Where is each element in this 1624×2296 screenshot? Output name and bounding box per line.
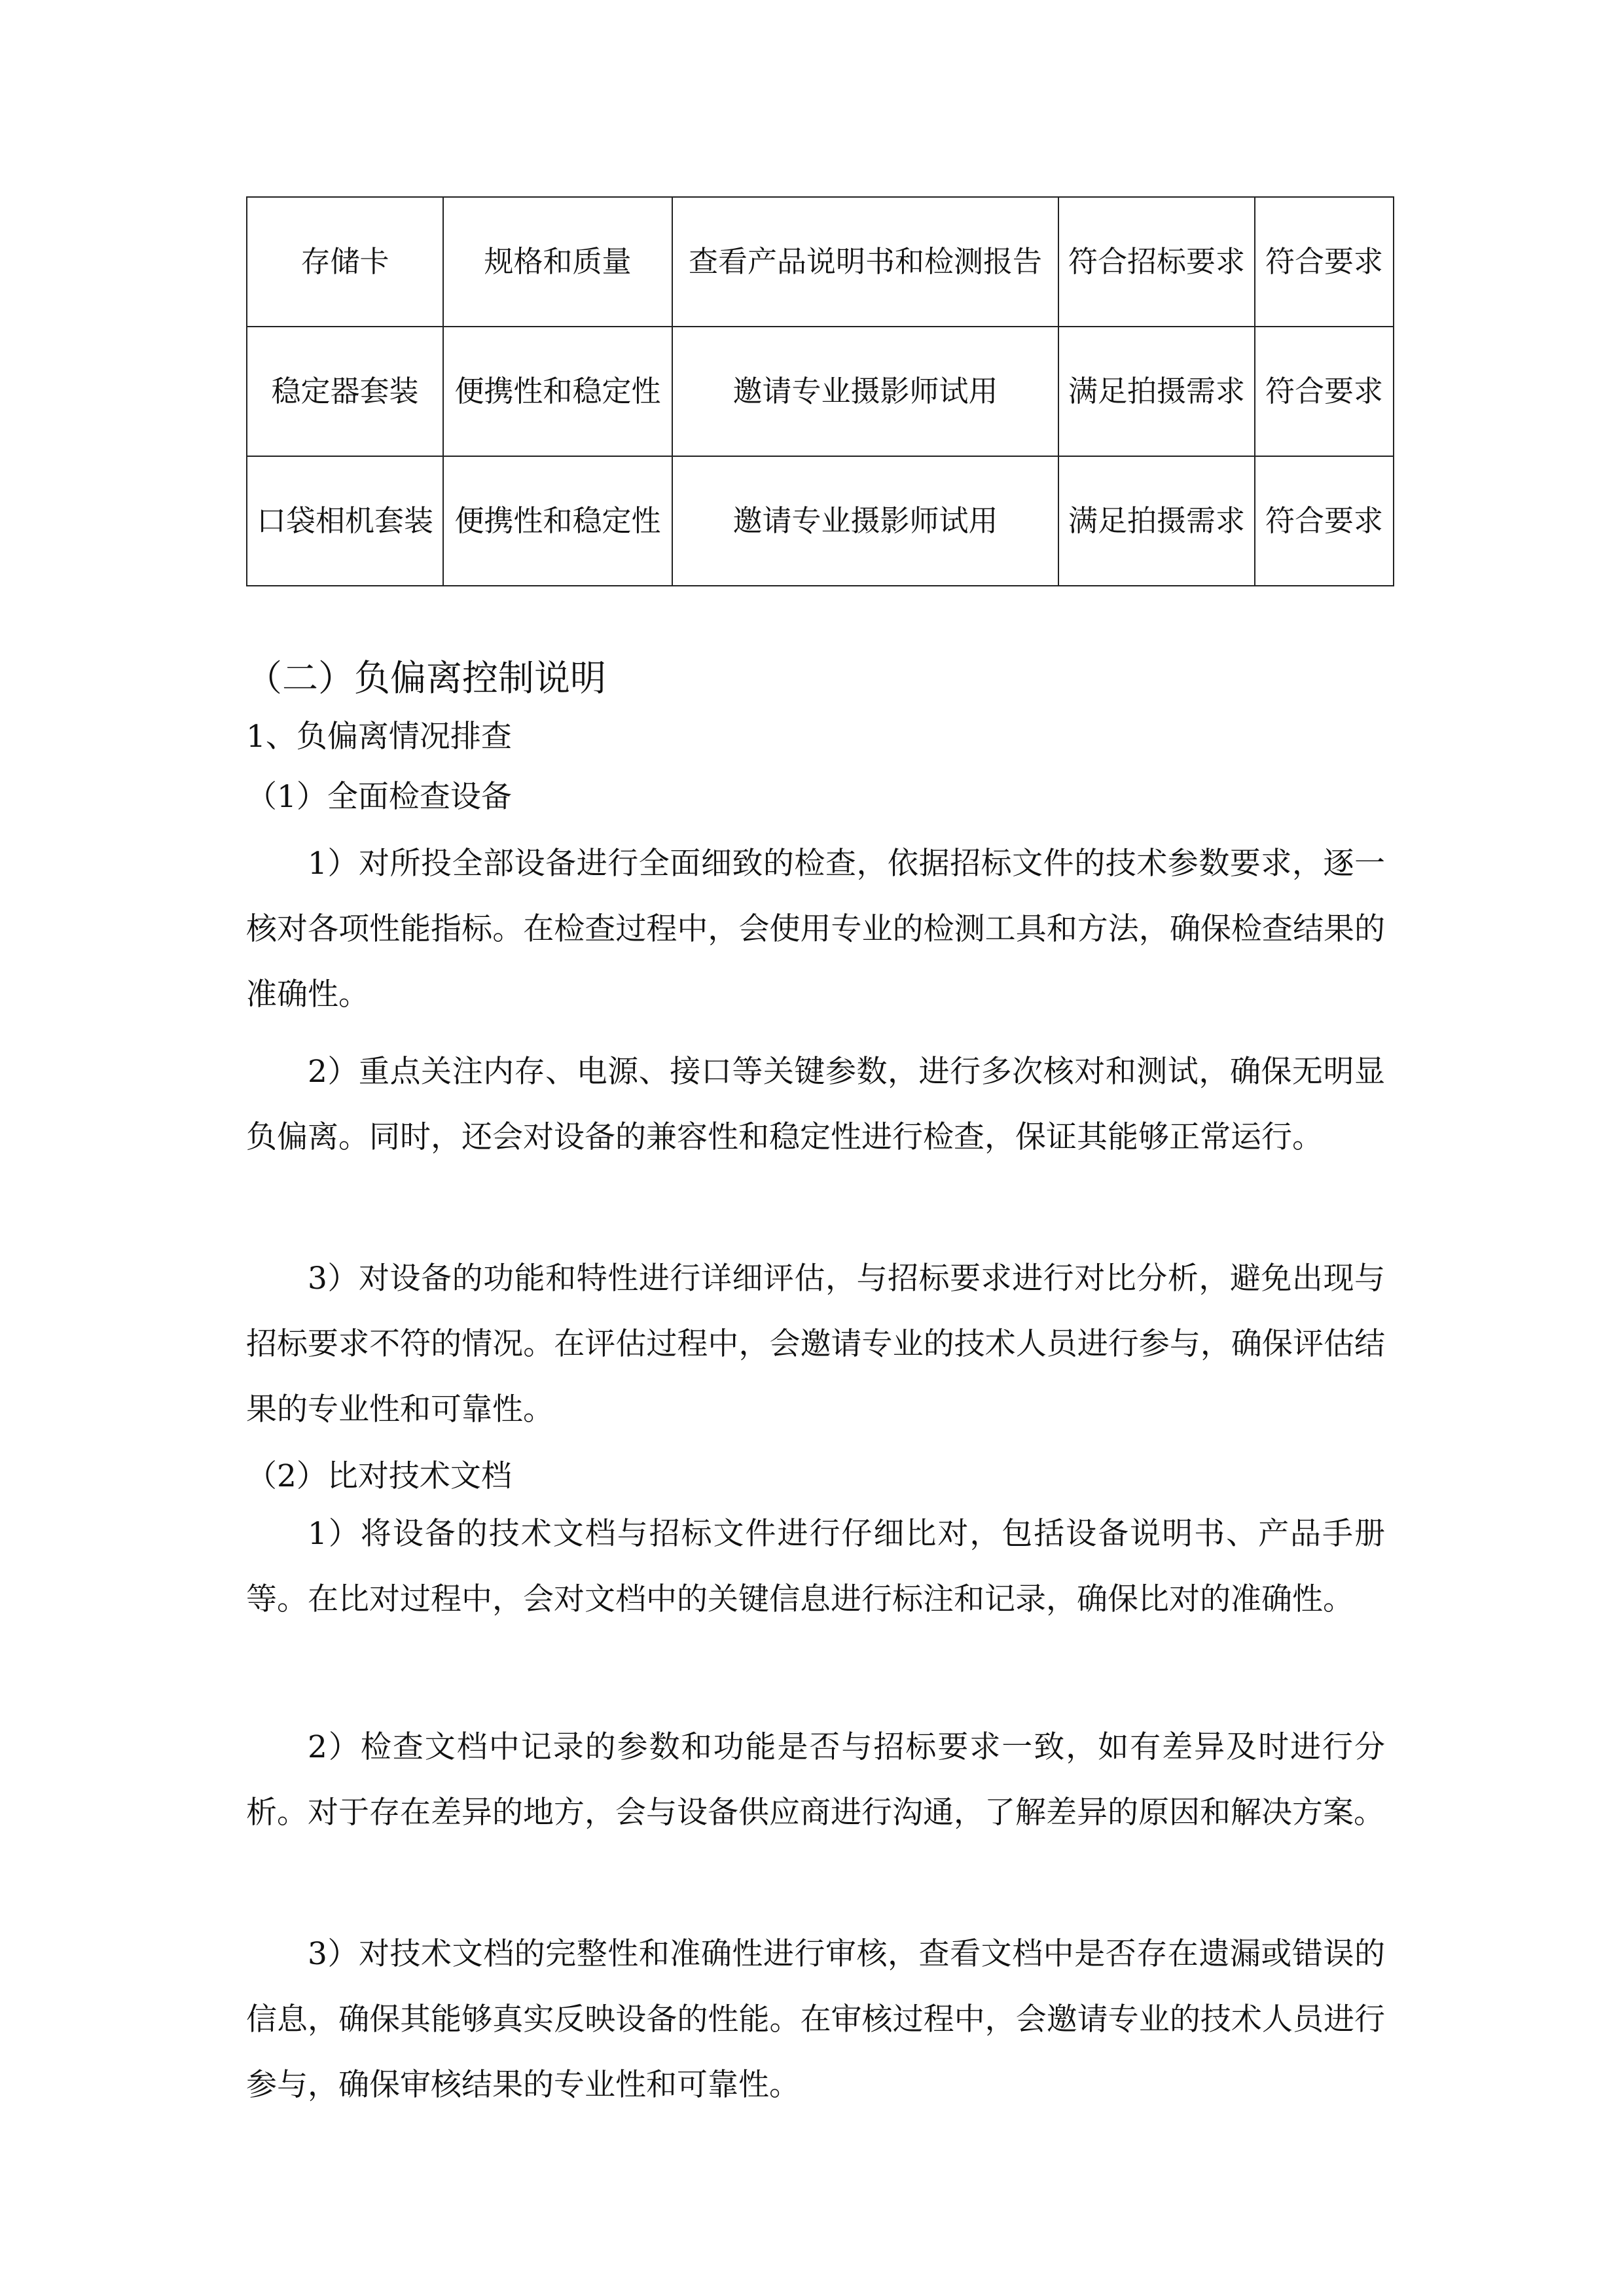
table-cell-aspect: 规格和质量 <box>443 197 672 327</box>
section-title: （二）负偏离控制说明 <box>246 657 607 699</box>
table-row <box>247 456 1394 586</box>
table-cell-standard: 符合招标要求 <box>1058 197 1255 327</box>
group-1-title: （1）全面检查设备 <box>246 779 512 815</box>
table-cell-result: 符合要求 <box>1255 327 1394 456</box>
group-1-paragraph-1: 1）对所投全部设备进行全面细致的检查，依据招标文件的技术参数要求，逐一核对各项性能指标。在检查过程中，会使用专业的检测工具和方法，确保检查结果的准确性。 <box>246 846 1385 1013</box>
table-cell-item: 存储卡 <box>247 197 443 327</box>
table-row <box>247 327 1394 456</box>
inspection-table <box>246 196 1394 586</box>
table-cell-aspect: 便携性和稳定性 <box>443 456 672 586</box>
subsection-title: 1、负偏离情况排查 <box>246 719 512 755</box>
group-2-paragraph-2: 2）检查文档中记录的参数和功能是否与招标要求一致，如有差异及时进行分析。对于存在差异的地方，会与设备供应商进行沟通，了解差异的原因和解决方案。 <box>246 1729 1385 1831</box>
table-cell-method: 邀请专业摄影师试用 <box>672 327 1058 456</box>
group-2-paragraph-3: 3）对技术文档的完整性和准确性进行审核，查看文档中是否存在遗漏或错误的信息，确保其能够真实反映设备的性能。在审核过程中，会邀请专业的技术人员进行参与，确保审核结果的专业性和可靠性。 <box>246 1936 1385 2103</box>
group-2-title: （2）比对技术文档 <box>246 1458 512 1494</box>
table-cell-aspect: 便携性和稳定性 <box>443 327 672 456</box>
table-row <box>247 197 1394 327</box>
group-2-paragraph-1: 1）将设备的技术文档与招标文件进行仔细比对，包括设备说明书、产品手册等。在比对过程中，会对文档中的关键信息进行标注和记录，确保比对的准确性。 <box>246 1516 1385 1617</box>
group-1-paragraph-3: 3）对设备的功能和特性进行详细评估，与招标要求进行对比分析，避免出现与招标要求不符的情况。在评估过程中，会邀请专业的技术人员进行参与，确保评估结果的专业性和可靠性。 <box>246 1261 1385 1427</box>
table-cell-result: 符合要求 <box>1255 456 1394 586</box>
group-1-paragraph-2: 2）重点关注内存、电源、接口等关键参数，进行多次核对和测试，确保无明显负偏离。同时，还会对设备的兼容性和稳定性进行检查，保证其能够正常运行。 <box>246 1054 1385 1155</box>
table-cell-standard: 满足拍摄需求 <box>1058 327 1255 456</box>
table-cell-standard: 满足拍摄需求 <box>1058 456 1255 586</box>
table-cell-method: 邀请专业摄影师试用 <box>672 456 1058 586</box>
table-cell-item: 稳定器套装 <box>247 327 443 456</box>
table-cell-result: 符合要求 <box>1255 197 1394 327</box>
table-cell-item: 口袋相机套装 <box>247 456 443 586</box>
table-cell-method: 查看产品说明书和检测报告 <box>672 197 1058 327</box>
